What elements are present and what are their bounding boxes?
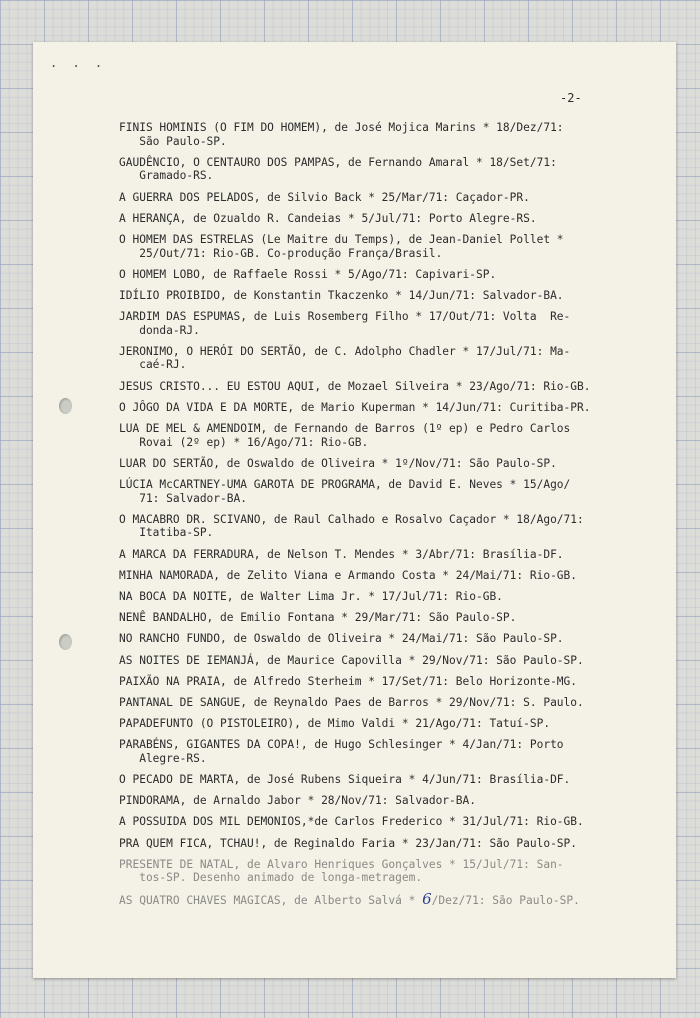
film-entry — [119, 611, 654, 625]
entry-line: PRA QUEM FICA, TCHAU!, de Reginaldo Faria * 23/Jan/71: São Paulo-SP. — [119, 836, 578, 850]
entry-line — [119, 889, 654, 908]
entry-line: NO RANCHO FUNDO, de Oswaldo de Oliveira * 24/Mai/71: São Paulo-SP. — [119, 632, 564, 646]
entry-line: O MACABRO DR. SCIVANO, de Raul Calhado e Rosalvo Caçador * 18/Ago/71: — [119, 512, 584, 526]
entry-continuation-line: São Paulo-SP. — [119, 134, 227, 148]
film-entry — [119, 654, 654, 668]
film-entry — [119, 457, 654, 471]
film-entry — [119, 738, 654, 765]
handwritten-date-correction: 6 — [422, 889, 432, 908]
entry-line: GAUDÊNCIO, O CENTAURO DOS PAMPAS, de Fernando Amaral * 18/Set/71: — [119, 155, 557, 169]
entry-line: JERONIMO, O HERÓI DO SERTÃO, de C. Adolpho Chadler * 17/Jul/71: Ma- — [119, 344, 571, 358]
entry-line: LUA DE MEL & AMENDOIM, de Fernando de Barros (1º ep) e Pedro Carlos — [119, 422, 571, 436]
film-entry — [119, 548, 654, 562]
entry-text: /Dez/71: São Paulo-SP. — [431, 893, 580, 907]
entry-continuation-line: tos-SP. Desenho animado de longa-metragem. — [119, 871, 423, 885]
entry-line: PANTANAL DE SANGUE, de Reynaldo Paes de Barros * 29/Nov/71: S. Paulo. — [119, 695, 584, 709]
entry-line: O HOMEM LOBO, de Raffaele Rossi * 5/Ago/71: Capivari-SP. — [119, 267, 497, 281]
entry-line: JESUS CRISTO... EU ESTOU AQUI, de Mozael Silveira * 23/Ago/71: Rio-GB. — [119, 379, 591, 393]
entry-continuation-line: 71: Salvador-BA. — [119, 491, 247, 505]
entry-text: AS QUATRO CHAVES MAGICAS, de Alberto Salvá * — [119, 893, 423, 907]
film-entry — [119, 478, 654, 505]
film-entry — [119, 268, 654, 282]
corner-marks: . . . — [50, 56, 107, 70]
film-entry — [119, 156, 654, 183]
film-entry — [119, 422, 654, 449]
film-entry — [119, 569, 654, 583]
entry-continuation-line: Rovai (2º ep) * 16/Ago/71: Rio-GB. — [119, 435, 369, 449]
film-entry — [119, 696, 654, 710]
entry-line: NA BOCA DA NOITE, de Walter Lima Jr. * 17/Jul/71: Rio-GB. — [119, 589, 503, 603]
film-entry — [119, 121, 654, 148]
film-entry — [119, 837, 654, 851]
entry-line: A MARCA DA FERRADURA, de Nelson T. Mendes * 3/Abr/71: Brasília-DF. — [119, 547, 564, 561]
film-entry — [119, 233, 654, 260]
film-entry — [119, 191, 654, 205]
punch-hole-lower — [59, 634, 72, 650]
entry-line: MINHA NAMORADA, de Zelito Viana e Armando Costa * 24/Mai/71: Rio-GB. — [119, 568, 578, 582]
film-entry — [119, 513, 654, 540]
film-entry — [119, 675, 654, 689]
entry-line: NENÊ BANDALHO, de Emilio Fontana * 29/Mar/71: São Paulo-SP. — [119, 611, 517, 625]
film-entry — [119, 717, 654, 731]
filmography-list — [119, 121, 654, 915]
film-entry — [119, 815, 654, 829]
entry-line: A GUERRA DOS PELADOS, de Silvio Back * 25/Mar/71: Caçador-PR. — [119, 190, 530, 204]
entry-line: PAIXÃO NA PRAIA, de Alfredo Sterheim * 17/Set/71: Belo Horizonte-MG. — [119, 674, 578, 688]
entry-line: A HERANÇA, de Ozualdo R. Candeias * 5/Jul/71: Porto Alegre-RS. — [119, 211, 537, 225]
film-entry — [119, 380, 654, 394]
entry-line: IDÍLIO PROIBIDO, de Konstantin Tkaczenko * 14/Jun/71: Salvador-BA. — [119, 288, 564, 302]
entry-continuation-line: Alegre-RS. — [119, 751, 207, 765]
film-entry — [119, 289, 654, 303]
entry-line: O PECADO DE MARTA, de José Rubens Siqueira * 4/Jun/71: Brasília-DF. — [119, 773, 571, 787]
film-entry — [119, 632, 654, 646]
entry-line: PINDORAMA, de Arnaldo Jabor * 28/Nov/71: Salvador-BA. — [119, 794, 476, 808]
entry-line: O HOMEM DAS ESTRELAS (Le Maitre du Temps), de Jean-Daniel Pollet * — [119, 232, 564, 246]
film-entry — [119, 858, 654, 885]
entry-continuation-line: caé-RJ. — [119, 358, 187, 372]
entry-line: LUAR DO SERTÃO, de Oswaldo de Oliveira * 1º/Nov/71: São Paulo-SP. — [119, 456, 557, 470]
entry-line: JARDIM DAS ESPUMAS, de Luis Rosemberg Filho * 17/Out/71: Volta Re- — [119, 310, 571, 324]
film-entry — [119, 310, 654, 337]
entry-line: FINIS HOMINIS (O FIM DO HOMEM), de José Mojica Marins * 18/Dez/71: — [119, 121, 564, 134]
entry-line: A POSSUIDA DOS MIL DEMONIOS,*de Carlos Frederico * 31/Jul/71: Rio-GB. — [119, 815, 584, 829]
entry-line: AS NOITES DE IEMANJÁ, de Maurice Capovilla * 29/Nov/71: São Paulo-SP. — [119, 653, 584, 667]
film-entry — [119, 590, 654, 604]
entry-line: O JÔGO DA VIDA E DA MORTE, de Mario Kuperman * 14/Jun/71: Curitiba-PR. — [119, 400, 591, 414]
entry-line: LÚCIA McCARTNEY-UMA GAROTA DE PROGRAMA, de David E. Neves * 15/Ago/ — [119, 478, 571, 491]
entry-line: PAPADEFUNTO (O PISTOLEIRO), de Mimo Valdi * 21/Ago/71: Tatuí-SP. — [119, 717, 551, 731]
entry-continuation-line: Gramado-RS. — [119, 169, 214, 183]
film-entry — [119, 889, 654, 908]
entry-line: PRESENTE DE NATAL, de Alvaro Henriques Gonçalves * 15/Jul/71: San- — [119, 857, 564, 871]
punch-hole-upper — [59, 398, 72, 414]
page-number: -2- — [560, 91, 582, 105]
film-entry — [119, 773, 654, 787]
entry-continuation-line: donda-RJ. — [119, 323, 200, 337]
film-entry — [119, 401, 654, 415]
entry-line: PARABÉNS, GIGANTES DA COPA!, de Hugo Schlesinger * 4/Jan/71: Porto — [119, 738, 564, 752]
film-entry — [119, 345, 654, 372]
entry-continuation-line: Itatiba-SP. — [119, 526, 214, 540]
film-entry — [119, 794, 654, 808]
film-entry — [119, 212, 654, 226]
entry-continuation-line: 25/Out/71: Rio-GB. Co-produção França/Brasil. — [119, 246, 443, 260]
